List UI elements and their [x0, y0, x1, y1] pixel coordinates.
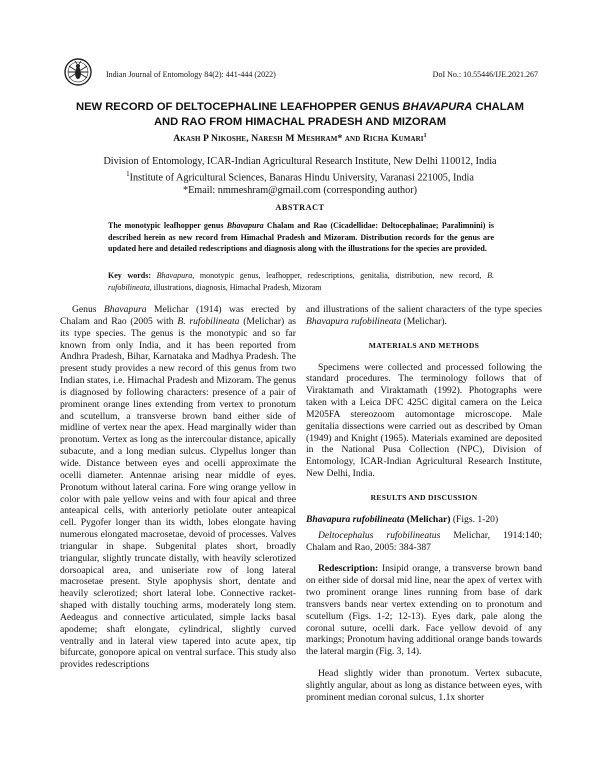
section-heading-results: RESULTS AND DISCUSSION	[370, 492, 478, 502]
head-description-paragraph: Head slightly wider than pronotum. Vertex subacute, slightly angular, about as long as distance between eyes, with prominent median coronal sulcus, 1.1x shorter	[306, 668, 542, 703]
synonymy: Deltocephalus rufobilineatus Melichar, 1914:140; Chalam and Rao, 2005: 384-387	[306, 529, 542, 553]
section-heading-methods: MATERIALS AND METHODS	[368, 340, 480, 350]
intro-continuation: and illustrations of the salient characters of the type species Bhavapura rufobilineata (Melichar).	[306, 304, 542, 327]
body-column-left	[60, 304, 296, 671]
affiliations: Division of Entomology, ICAR-Indian Agricultural Research Institute, New Delhi 110012, India $^1$Institute of Agricultural Sciences, Banaras Hindu University, Varanasi 221005, India *Email: nmmeshram@gmail.com (corresponding author)	[103, 156, 497, 197]
abstract-text: The monotypic leafhopper genus Bhavapura Chalam and Rao (Cicadellidae: Deltocephalinae; Paralimnini) is described herein as new record from Himachal Pradesh and Mizoram. Distribution records for the genus are updated here and detailed redescriptions and diagnosis along with the illustrations for the species are provided.	[108, 221, 494, 253]
methods-paragraph: Specimens were collected and processed following the standard procedures. The terminology follows that of Viraktamath and Viraktamath (1992). Photographs were taken with a Leica DFC 425C digital camera on the Leica M205FA stereozoom automontage microscope. Male genitalia dissections were carried out as described by Oman (1949) and Knight (1965). Materials examined are deposited in the National Pusa Collection (NPC), Division of Entomology, ICAR-Indian Agricultural Research Institute, New Delhi, India.	[306, 361, 542, 480]
author-list: Akash P Nikoshe, Naresh M Meshram* and Richa Kumari$^1$	[173, 133, 427, 145]
abstract-heading: ABSTRACT	[275, 203, 325, 212]
paper-title: NEW RECORD OF DELTOCEPHALINE LEAFHOPPER GENUS BHAVAPURA CHALAM AND RAO FROM HIMACHAL PRADESH AND MIZORAM	[76, 101, 524, 128]
species-heading: Bhavapura rufobilineata (Melichar) (Figs. 1-20)	[306, 513, 499, 525]
journal-citation: Indian Journal of Entomology 84(2): 441-444 (2022)	[106, 70, 276, 79]
doi: DoI No.: 10.55446/IJE.2021.267	[432, 70, 538, 79]
redescription-paragraph: Redescription: Insipid orange, a transverse brown band on either side of dorsal mid line, near the apex of vertex with two prominent orange lines running from base of dark transvers bands near vertex extending on to pronotum and scutellum (Figs. 1-2; 12-13). Eyes dark, pale along the coronal suture, ocelli dark. Face yellow devoid of any markings; Pronotum having additional orange bands towards the lateral margin (Fig. 3, 14).	[306, 563, 542, 658]
journal-logo-icon	[64, 58, 92, 86]
body-column-right	[306, 304, 542, 704]
intro-paragraph: Genus Bhavapura Melichar (1914) was erected by Chalam and Rao (2005 with B. rufobilineata (Melichar) as its type species. The genus is the monotypic and so far known from only India, and it has been reported from Andhra Pradesh, Bihar, Karnataka and Madhya Pradesh. The present study provides a new record of this genus from two Indian states, i.e. Himachal Pradesh and Mizoram. The genus is diagnosed by following characters: presence of a pair of prominent orange lines extending from vertex to pronotum and scutellum, a transverse brown band either side of midline of vertex near the apex. Head marginally wider than pronotum. Vertex as long as the intercoular distance, apically subacute, and a long median sulcus. Clypellus longer than wide. Distance between eyes and ocelli approximate the ocelli diameter. Antennae arising near middle of eyes. Pronotum without lateral carina. Fore wing orange yellow in color with pale yellow veins and with four apical and three anteapical cells, with anteriorly petiolate outer anteapical cell. Pygofer longer than its width, lobes elongate having numerous elongated macrosetae, devoid of processes. Valves triangular in shape. Subgenital plates short, broadly triangular, slightly truncate distally, with heavily sclerotized dorsoapical area, and uniseriate row of long lateral macrosetae present. Style apophysis short, dentate and heavily sclerotized; short lateral lobe. Connective racket-shaped with distally touching arms, moderately long stem. Aedeagus and connective articulated, simple lacks basal apodeme; shaft elongate, cylindrical, slightly curved ventrally and in lateral view tapered into acute apex, tip bifurcate, gonopore apical on ventral surface. This study also provides redescriptions	[60, 304, 297, 671]
keywords: Key words: Bhavapura, monotypic genus, leafhopper, redescriptions, genitalia, distribution, new record, B. rufobilineata, illustrations, diagnosis, Himachal Pradesh, Mizoram	[108, 271, 494, 292]
